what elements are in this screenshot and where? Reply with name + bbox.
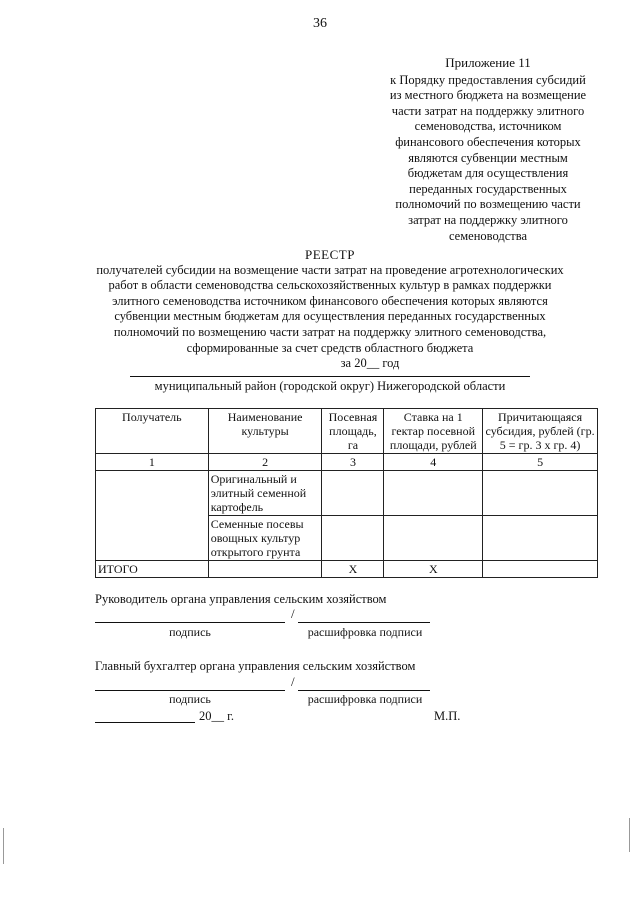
header-subsidy: Причитающаяся субсидия, рублей (гр. 5 = гр. 3 х гр. 4) bbox=[483, 409, 598, 454]
head-decode-line bbox=[298, 622, 430, 623]
crop-name-cell: Семенные посевы овощных культур открытого грунта bbox=[208, 516, 322, 561]
year-line: за 20__ год bbox=[340, 356, 400, 371]
total-rate-cell: Х bbox=[384, 561, 483, 578]
appendix-line: являются субвенции местным bbox=[408, 150, 568, 165]
total-crop-cell bbox=[208, 561, 322, 578]
municipal-fill-line bbox=[130, 376, 530, 377]
scan-edge-mark bbox=[3, 828, 4, 864]
total-area-cell: Х bbox=[322, 561, 384, 578]
date-line bbox=[95, 722, 195, 723]
registry-table bbox=[95, 408, 598, 578]
appendix-line: бюджетам для осуществления bbox=[407, 166, 569, 181]
registry-title: РЕЕСТР bbox=[305, 247, 355, 262]
column-number: 4 bbox=[384, 454, 483, 471]
total-row bbox=[96, 561, 598, 578]
total-label: ИТОГО bbox=[96, 561, 209, 578]
rate-cell bbox=[384, 471, 483, 516]
subsidy-cell bbox=[483, 471, 598, 516]
appendix-line: затрат на поддержку элитного bbox=[408, 212, 568, 227]
header-area: Посевная площадь, га bbox=[322, 409, 384, 454]
appendix-line: переданных государственных bbox=[409, 181, 567, 196]
appendix-block bbox=[372, 55, 604, 244]
appendix-line: из местного бюджета на возмещение bbox=[389, 88, 587, 103]
appendix-line: к Порядку предоставления субсидий bbox=[390, 72, 586, 87]
accountant-signature-line bbox=[95, 690, 285, 691]
heading-line: элитного семеноводства источником финансового обеспечения которых являются bbox=[112, 293, 548, 308]
municipal-label: муниципальный район (городской округ) Нижегородской области bbox=[154, 379, 506, 393]
area-cell bbox=[322, 471, 384, 516]
accountant-decode-label: расшифровка подписи bbox=[307, 692, 423, 706]
heading-line: сформированные за счет средств областного бюджета bbox=[186, 340, 474, 355]
accountant-sign-label: подпись bbox=[169, 692, 211, 706]
appendix-line: финансового обеспечения которых bbox=[395, 134, 581, 149]
crop-name-cell: Оригинальный и элитный семенной картофель bbox=[208, 471, 322, 516]
column-number: 1 bbox=[96, 454, 209, 471]
recipient-cell bbox=[96, 471, 209, 561]
date-text: 20__ г. bbox=[199, 709, 234, 723]
table-row bbox=[96, 471, 598, 516]
heading-line: субвенции местным бюджетам для осуществления переданных государственных bbox=[114, 309, 546, 324]
seal-mark: М.П. bbox=[434, 709, 461, 723]
area-cell bbox=[322, 516, 384, 561]
appendix-line: семеноводства bbox=[448, 228, 527, 243]
column-number-row bbox=[96, 454, 598, 471]
heading-line: полномочий по возмещению части затрат на поддержку элитного семеноводства, bbox=[113, 324, 547, 339]
registry-heading bbox=[60, 247, 600, 372]
appendix-line: семеноводства, источником bbox=[414, 119, 562, 134]
head-sign-label: подпись bbox=[169, 625, 211, 639]
scan-edge-mark bbox=[629, 818, 630, 852]
accountant-decode-line bbox=[298, 690, 430, 691]
head-decode-label: расшифровка подписи bbox=[307, 625, 423, 639]
head-signature-line bbox=[95, 622, 285, 623]
column-number: 3 bbox=[322, 454, 384, 471]
heading-line: получателей субсидии на возмещение части затрат на проведение агротехнологических bbox=[96, 262, 564, 277]
head-title: Руководитель органа управления сельским хозяйством bbox=[95, 592, 387, 606]
accountant-slash: / bbox=[291, 674, 295, 689]
appendix-line: полномочий по возмещению части bbox=[395, 197, 581, 212]
appendix-line: части затрат на поддержку элитного bbox=[391, 103, 585, 118]
subsidy-cell bbox=[483, 516, 598, 561]
header-crop: Наименование культуры bbox=[208, 409, 322, 454]
header-recipient: Получатель bbox=[96, 409, 209, 454]
accountant-title: Главный бухгалтер органа управления сельским хозяйством bbox=[95, 659, 416, 673]
page-number: 36 bbox=[313, 16, 327, 31]
appendix-title: Приложение 11 bbox=[445, 55, 531, 70]
column-number: 5 bbox=[483, 454, 598, 471]
header-rate: Ставка на 1 гектар посевной площади, рублей bbox=[384, 409, 483, 454]
head-slash: / bbox=[291, 606, 295, 621]
column-number: 2 bbox=[208, 454, 322, 471]
total-subsidy-cell bbox=[483, 561, 598, 578]
rate-cell bbox=[384, 516, 483, 561]
heading-line: работ в области семеноводства сельскохозяйственных культур в рамках поддержки bbox=[108, 278, 552, 293]
table-header-row bbox=[96, 409, 598, 454]
